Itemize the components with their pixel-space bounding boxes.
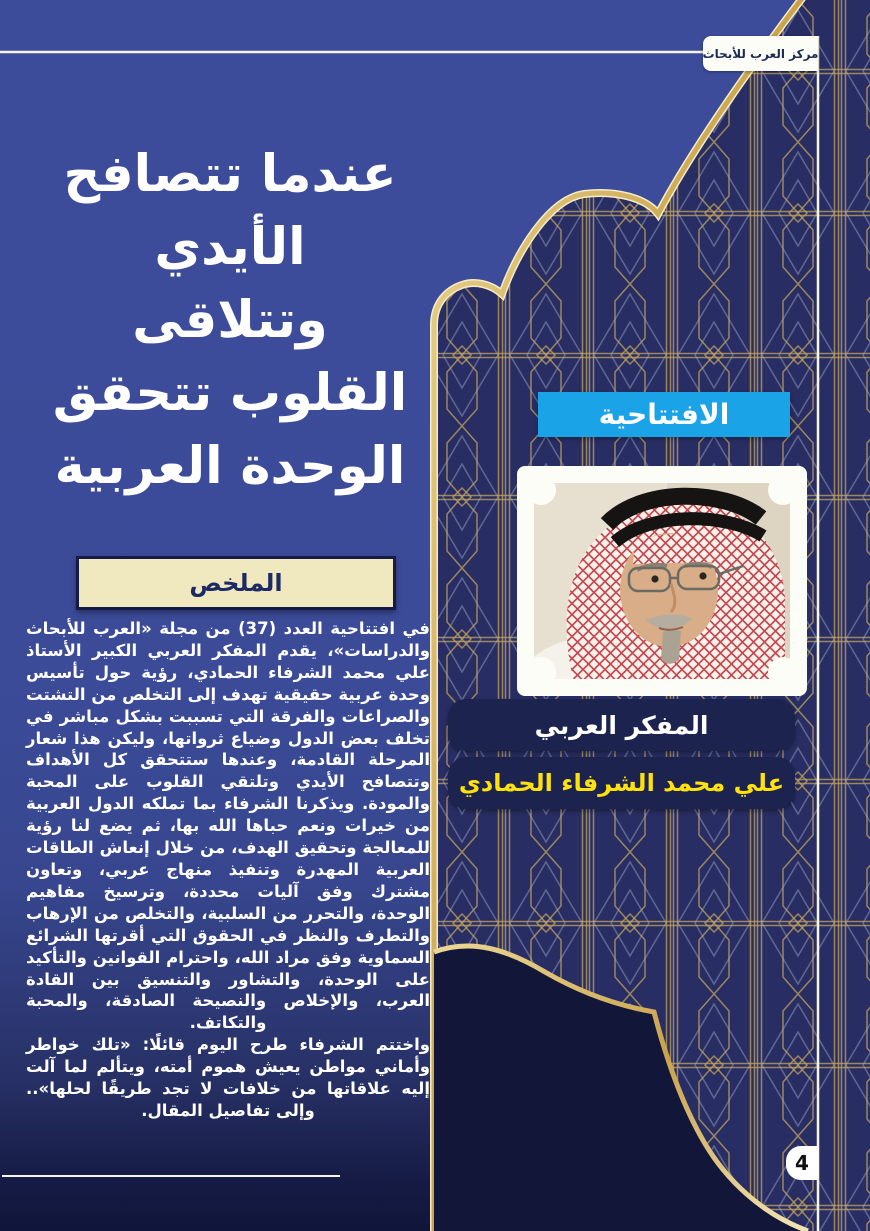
author-portrait xyxy=(517,466,807,696)
headline-line: وتتلاقى xyxy=(132,291,328,350)
article-paragraph: في افتتاحية العدد (37) من مجلة «العرب للأبحاث والدراسات»، يقدم المفكر العربي الكبير الأستاذ علي محمد الشرفاء الحمادي، رؤية حول تأسيس وحدة عربية حقيقية تهدف إلى التخلص من التشتت والصراعات والفرقة التي تسببت بشكل مباشر في تخلف بعض الدول وضياع ثرواتها، وليكن هذا شعار المرحلة القادمة، وعندها ستتحقق كل الأهداف وتتصافح الأيدي وتلتقي القلوب على المحبة والمودة. ويذكرنا الشرفاء بما تملكه الدول العربية من خيرات ونعم حباها الله بها، ثم يضع لنا رؤية للمعالجة وتحقيق الهدف، من خلال إنعاش الطاقات العربية المهدرة وتنفيذ منهاج عربي، وتعاون مشترك وفق آليات محددة، وترسيخ مفاهيم الوحدة، والتحرر من السلبية، والتخلص من الإرهاب والتطرف والنظر في الحقوق التي أقرتها الشرائع السماوية وفق مراد الله، واحترام القوانين والتأكيد على الوحدة، والتشاور والتنسيق بين القادة العرب، والإخلاص والنصيحة الصادقة، والمحبة والتكاتف. xyxy=(26,619,430,1033)
editorial-section-text: الافتتاحية xyxy=(598,398,730,431)
research-center-badge xyxy=(703,36,818,71)
portrait-illustration xyxy=(517,466,807,696)
author-name-box xyxy=(448,757,795,809)
goatee xyxy=(661,630,681,664)
headline-line: الأيدي xyxy=(154,218,306,277)
headline-line: عندما تتصافح xyxy=(63,145,397,204)
headline-line: الوحدة العربية xyxy=(54,437,406,496)
page-title xyxy=(10,138,450,503)
summary-title: الملخص xyxy=(189,569,283,597)
author-name: علي محمد الشرفاء الحمادي xyxy=(458,769,785,797)
headline-line: القلوب تتحقق xyxy=(52,364,408,423)
page-number: 4 xyxy=(795,1151,809,1175)
badge-label: مركز العرب للأبحاث xyxy=(702,46,819,61)
page-number-badge xyxy=(786,1146,818,1180)
author-title-box xyxy=(448,699,795,751)
summary-title-box xyxy=(76,556,396,610)
article-body xyxy=(26,618,430,1122)
author-title: المفكر العربي xyxy=(534,710,709,740)
editorial-section-label xyxy=(538,392,790,437)
article-paragraph: واختتم الشرفاء طرح اليوم قائلًا: «تلك خواطر وأماني مواطن يعيش هموم أمته، ويتألم لما آلت إليه علاقاتها من خلافات لا تجد طريقًا لحلها».. وإلى تفاصيل المقال. xyxy=(26,1035,430,1120)
